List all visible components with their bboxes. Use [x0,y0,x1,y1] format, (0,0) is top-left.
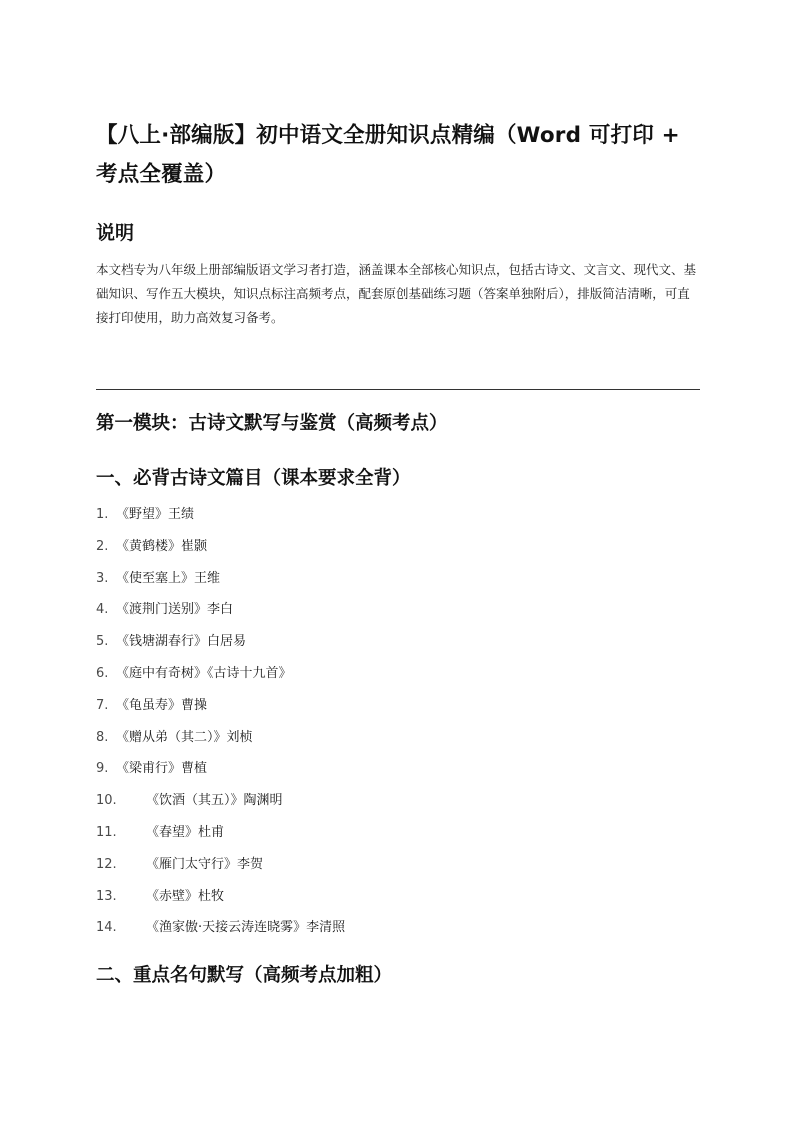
list-item [96,598,345,630]
list-item-number: 9. [96,761,109,777]
list-item [96,630,345,662]
list-item-text: 《雁门太守行》李贺 [146,856,264,872]
list-item-text: 《赤壁》杜牧 [146,888,225,904]
list-item-number: 7. [96,697,109,713]
list-item-text: 《野望》王绩 [116,507,195,522]
intro-heading: 说明 [96,222,135,244]
list-item-number: 4. [96,602,109,618]
list-item-number: 3. [96,570,109,586]
list-item [96,885,345,917]
list-item-text: 《渡荆门送别》李白 [116,602,234,618]
list-item-number: 10. [96,793,117,809]
quote-section-heading: 二、重点名句默写（高频考点加粗） [96,965,393,986]
list-item-text: 《饮酒（其五）》陶渊明 [146,793,283,809]
section-divider [96,389,700,390]
list-item-text: 《赠从弟（其二）》刘桢 [116,729,253,745]
list-item [96,853,345,885]
list-item-text: 《钱塘湖春行》白居易 [116,634,247,650]
list-item [96,662,345,694]
poem-list-heading: 一、必背古诗文篇目（课本要求全背） [96,468,411,489]
list-item-text: 《龟虽寿》曹操 [116,697,208,713]
module-heading: 第一模块：古诗文默写与鉴赏（高频考点） [96,413,448,434]
list-item-number: 6. [96,665,109,681]
list-item [96,821,345,853]
list-item [96,726,345,758]
list-item [96,916,345,948]
list-item-number: 1. [96,507,109,522]
list-item-number: 13. [96,888,117,904]
list-item [96,694,345,726]
list-item-text: 《梁甫行》曹植 [116,761,208,777]
list-item-number: 2. [96,538,109,554]
list-item [96,503,345,535]
list-item-number: 12. [96,856,117,872]
list-item-number: 11. [96,824,117,840]
list-item-text: 《庭中有奇树》《古诗十九首》 [116,665,292,681]
list-item-text: 《渔家傲·天接云涛连晓雾》李清照 [146,920,346,936]
list-item-text: 《春望》杜甫 [146,824,225,840]
list-item [96,567,345,599]
list-item [96,757,345,789]
list-item-text: 《黄鹤楼》崔颢 [116,538,208,554]
poem-list [96,503,345,948]
list-item-number: 14. [96,920,117,936]
list-item-number: 8. [96,729,109,745]
list-item [96,789,345,821]
list-item [96,535,345,567]
intro-paragraph: 本文档专为八年级上册部编版语文学习者打造，涵盖课本全部核心知识点，包括古诗文、文言文、现代文、基础知识、写作五大模块，知识点标注高频考点，配套原创基础练习题（答案单独附后），排版简洁清晰，可直接打印使用，助力高效复习备考。 [96,262,697,325]
list-item-number: 5. [96,634,109,650]
list-item-text: 《使至塞上》王维 [116,570,221,586]
document-title: 【八上·部编版】初中语文全册知识点精编（Word 可打印 + 考点全覆盖） [96,123,680,187]
